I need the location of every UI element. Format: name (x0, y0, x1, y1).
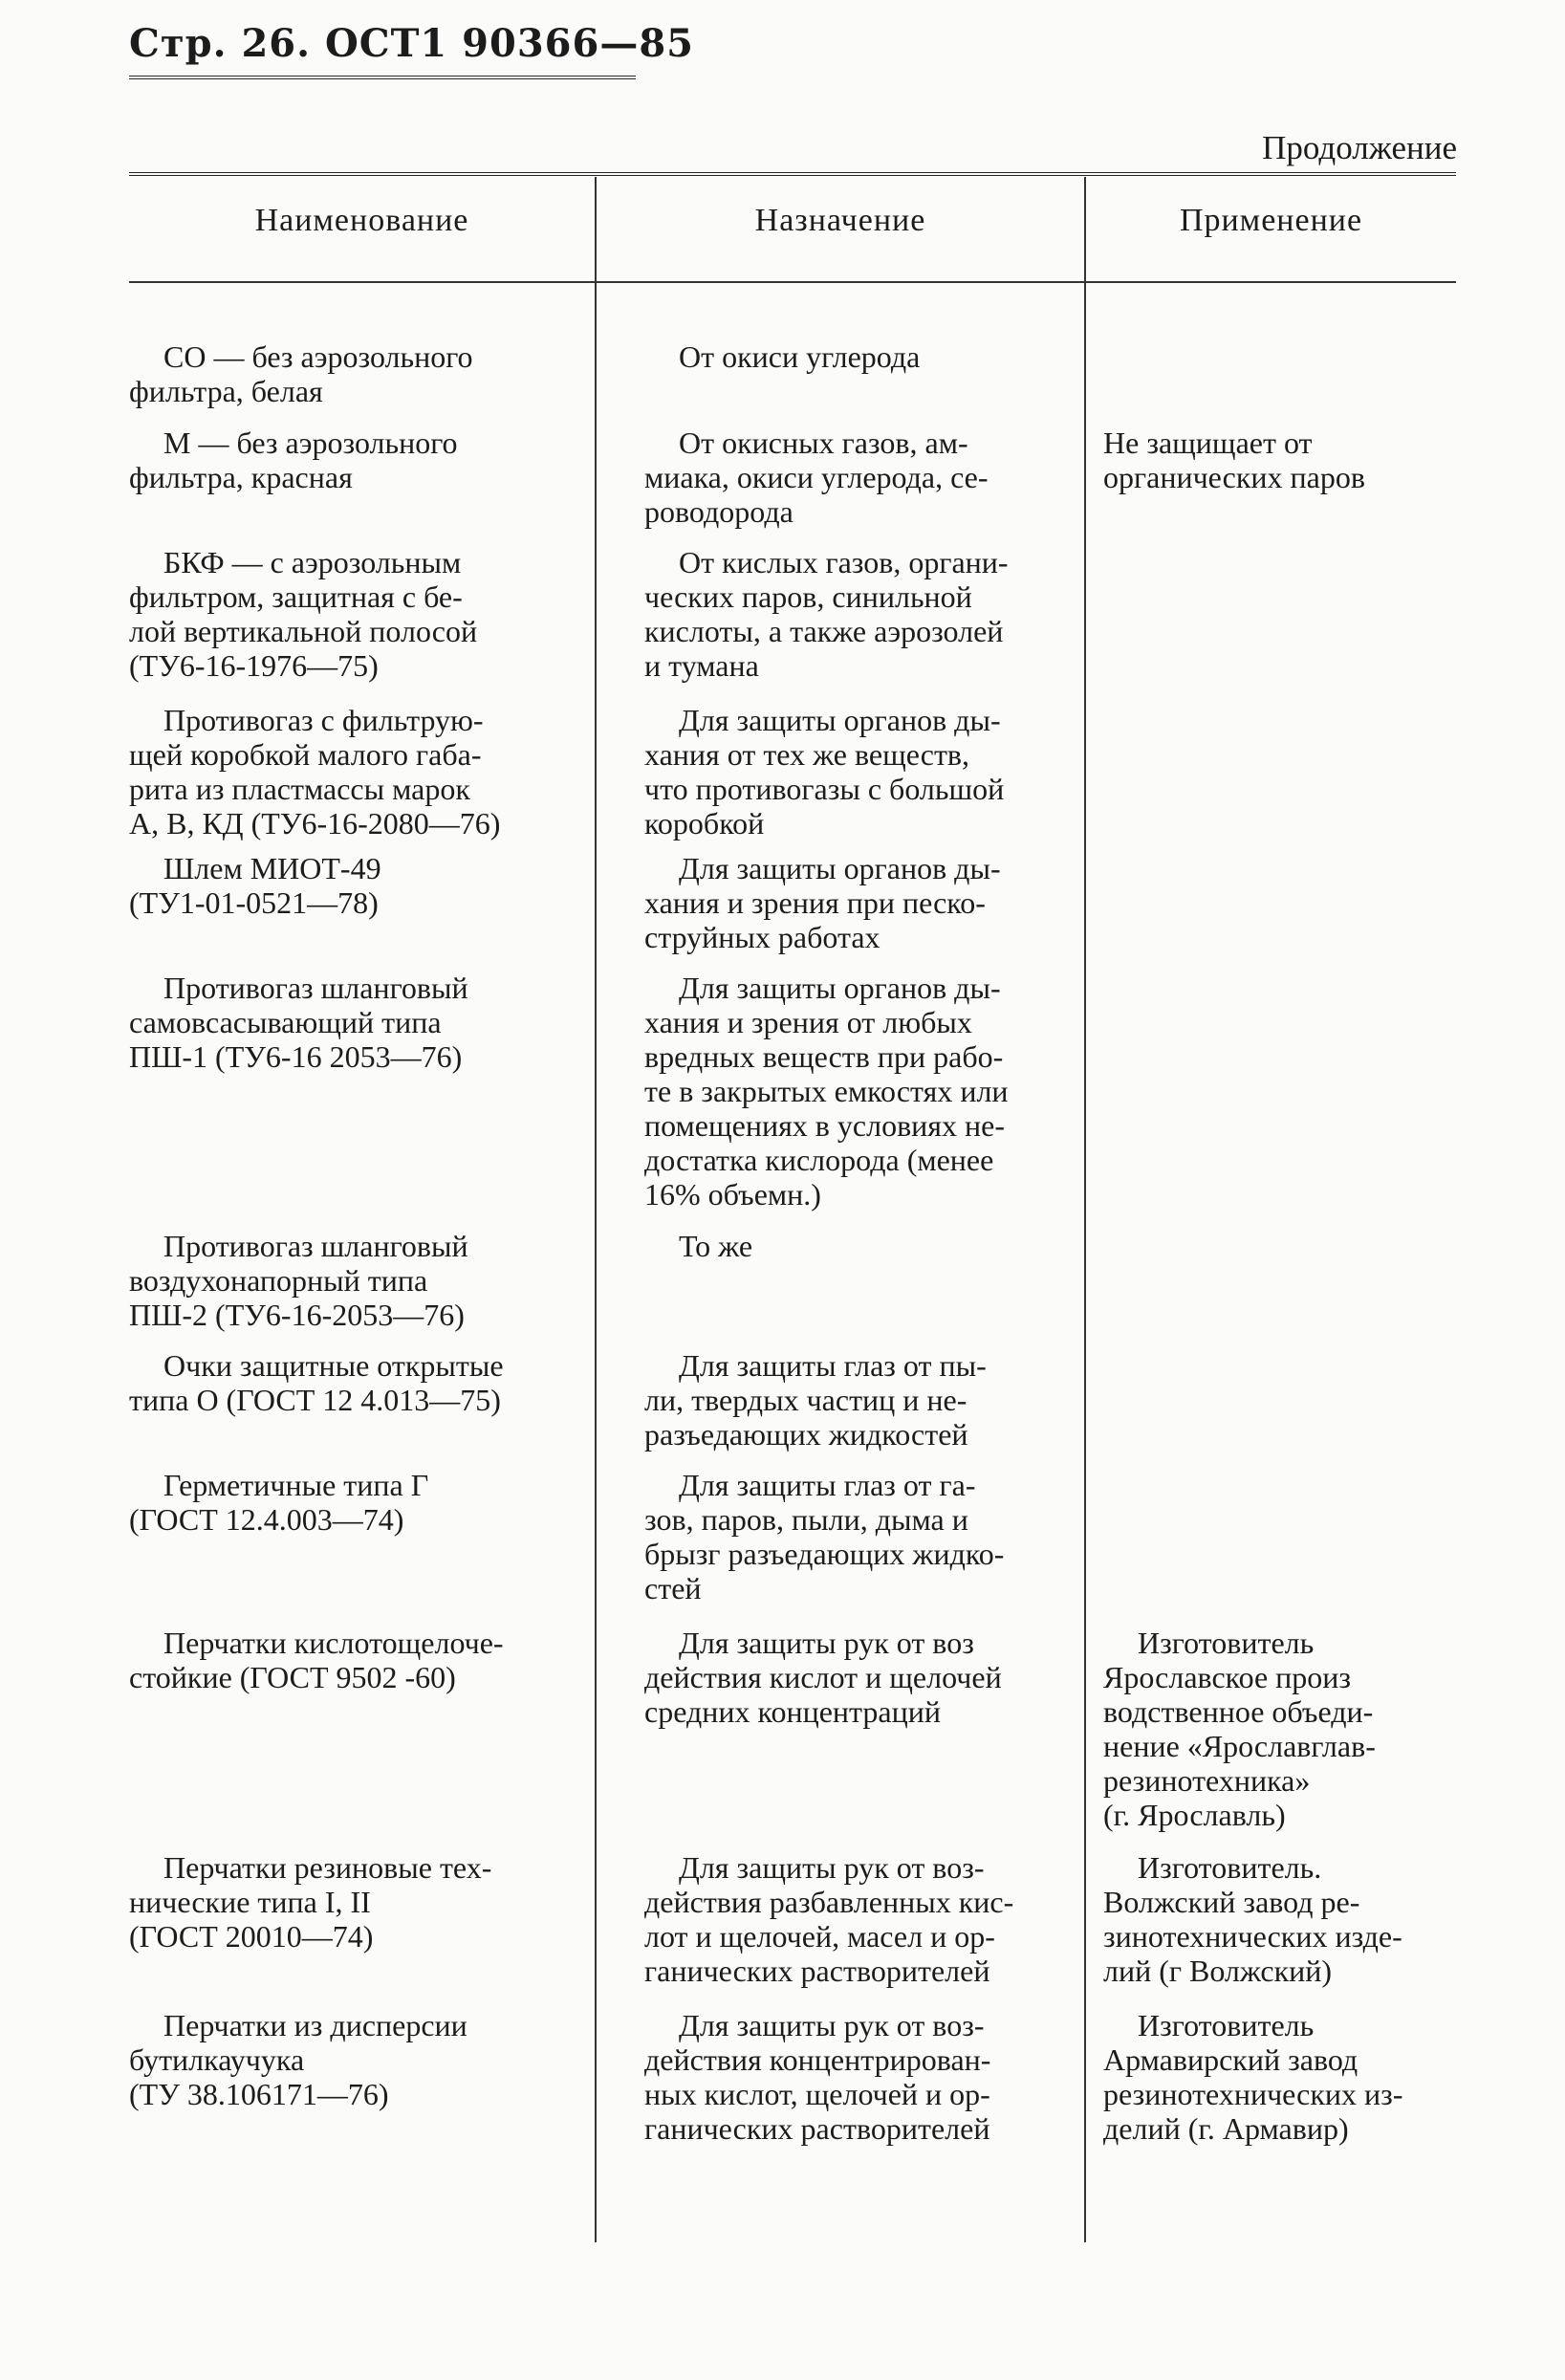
cell-name (129, 426, 586, 494)
use-line: Изготовитель (1138, 2008, 1315, 2042)
purpose-line: Для защиты глаз от га- (679, 1468, 976, 1502)
name-line: Противогаз шланговый (163, 971, 468, 1005)
purpose-line: вредных веществ при рабо- (644, 1039, 1004, 1074)
purpose-line: достатка кислорода (менее (644, 1143, 994, 1177)
cell-purpose (644, 851, 1073, 954)
name-line: типа О (ГОСТ 12 4.013—75) (129, 1383, 501, 1417)
name-line: ПШ-2 (ТУ6-16-2053—76) (129, 1298, 465, 1332)
name-line: (ГОСТ 20010—74) (129, 1919, 374, 1954)
purpose-line: миака, окиси углерода, се- (644, 460, 989, 494)
purpose-line: роводорода (644, 494, 793, 529)
use-line: (г. Ярославль) (1103, 1798, 1286, 1832)
name-line: Перчатки кислотощелоче- (163, 1626, 504, 1660)
column-header-purpose: Назначение (754, 203, 926, 238)
purpose-line: То же (679, 1229, 753, 1263)
name-line: БКФ — с аэрозольным (163, 545, 462, 579)
purpose-line: кислоты, а также аэрозолей (644, 614, 1004, 648)
purpose-line: ганических растворителей (644, 1954, 990, 1988)
cell-name (129, 545, 586, 683)
cell-purpose (644, 703, 1073, 841)
cell-name (129, 851, 586, 920)
purpose-line: коробкой (644, 806, 765, 841)
purpose-line: От кислых газов, органи- (679, 545, 1009, 579)
purpose-line: и тумана (644, 648, 759, 683)
cell-purpose (644, 971, 1073, 1212)
cell-name (129, 1626, 586, 1694)
name-line: (ТУ6-16-1976—75) (129, 648, 379, 683)
purpose-line: лот и щелочей, масел и ор- (644, 1919, 995, 1954)
purpose-line: Для защиты органов ды- (679, 851, 1001, 885)
purpose-line: ли, твердых частиц и не- (644, 1383, 967, 1417)
name-line: СО — без аэрозольного (163, 339, 473, 374)
cell-purpose (644, 1468, 1073, 1605)
purpose-line: Для защиты рук от воз- (679, 2008, 985, 2042)
purpose-line: 16% объемн.) (644, 1177, 821, 1212)
name-line: Перчатки резиновые тех- (163, 1850, 492, 1885)
name-line: Противогаз с фильтрую- (163, 703, 484, 737)
cell-name (129, 1850, 586, 1954)
cell-purpose (644, 545, 1073, 683)
purpose-line: хания от тех же веществ, (644, 737, 970, 772)
name-line: щей коробкой малого габа- (129, 737, 482, 772)
cell-purpose (644, 1850, 1073, 1988)
purpose-line: Для защиты органов ды- (679, 703, 1001, 737)
name-line: Противогаз шланговый (163, 1229, 468, 1263)
purpose-line: Для защиты органов ды- (679, 971, 1001, 1005)
use-line: Волжский завод ре- (1103, 1885, 1360, 1919)
column-header-name: Наименование (254, 203, 469, 238)
cell-name (129, 971, 586, 1074)
cell-use (1103, 1626, 1455, 1832)
name-line: лой вертикальной полосой (129, 614, 478, 648)
purpose-line: те в закрытых емкостях или (644, 1074, 1009, 1108)
purpose-line: действия разбавленных кис- (644, 1885, 1014, 1919)
name-line: Перчатки из дисперсии (163, 2008, 467, 2042)
purpose-line: От окиси углерода (679, 339, 921, 374)
name-line: нические типа I, II (129, 1885, 371, 1919)
use-line: Изготовитель. (1138, 1850, 1322, 1885)
name-line: фильтра, белая (129, 374, 323, 408)
purpose-line: действия кислот и щелочей (644, 1660, 1002, 1694)
use-line: водственное объеди- (1103, 1694, 1374, 1729)
cell-use (1103, 2008, 1455, 2146)
use-line: делий (г. Армавир) (1103, 2111, 1349, 2146)
name-line: (ГОСТ 12.4.003—74) (129, 1502, 404, 1537)
use-line: Ярославское произ (1103, 1660, 1352, 1694)
name-line: фильтра, красная (129, 460, 353, 494)
purpose-line: ных кислот, щелочей и ор- (644, 2077, 990, 2111)
name-line: М — без аэрозольного (163, 426, 458, 460)
name-line: (ТУ1-01-0521—78) (129, 885, 379, 920)
column-divider-1 (595, 177, 597, 2242)
cell-name (129, 1468, 586, 1537)
cell-purpose (644, 2008, 1073, 2146)
use-line: зинотехнических изде- (1103, 1919, 1402, 1954)
name-line: рита из пластмассы марок (129, 772, 470, 806)
name-line: бутилкаучука (129, 2042, 305, 2077)
use-line: Изготовитель (1138, 1626, 1315, 1660)
name-line: фильтром, защитная с бе- (129, 579, 463, 614)
continuation-label: Продолжение (1262, 129, 1457, 166)
page-header: Стр. 26. ОСТ1 90366—85 (129, 21, 636, 79)
name-line: А, В, КД (ТУ6-16-2080—76) (129, 806, 501, 841)
cell-name (129, 1229, 586, 1332)
use-line: Не защищает от (1103, 426, 1313, 460)
table-top-rule (129, 172, 1456, 176)
cell-name (129, 1348, 586, 1417)
use-line: лий (г Волжский) (1103, 1954, 1333, 1988)
purpose-line: разъедающих жидкостей (644, 1417, 968, 1452)
cell-purpose (644, 1626, 1073, 1729)
name-line: стойкие (ГОСТ 9502 -60) (129, 1660, 456, 1694)
purpose-line: Для защиты рук от воз- (679, 1850, 985, 1885)
table-header-rule (129, 281, 1456, 283)
column-header-use: Применение (1179, 203, 1363, 238)
purpose-line: зов, паров, пыли, дыма и (644, 1502, 968, 1537)
name-line: Шлем МИОТ-49 (163, 851, 381, 885)
name-line: самовсасывающий типа (129, 1005, 442, 1039)
purpose-line: действия концентрирован- (644, 2042, 991, 2077)
cell-use (1103, 426, 1455, 494)
purpose-line: Для защиты глаз от пы- (679, 1348, 987, 1383)
name-line: (ТУ 38.106171—76) (129, 2077, 389, 2111)
purpose-line: ганических растворителей (644, 2111, 990, 2146)
use-line: резинотехника» (1103, 1763, 1311, 1798)
purpose-line: хания и зрения от любых (644, 1005, 972, 1039)
name-line: ПШ-1 (ТУ6-16 2053—76) (129, 1039, 463, 1074)
purpose-line: От окисных газов, ам- (679, 426, 968, 460)
purpose-line: Для защиты рук от воз (679, 1626, 974, 1660)
purpose-line: брызг разъедающих жидко- (644, 1537, 1005, 1571)
purpose-line: помещениях в условиях не- (644, 1108, 1005, 1143)
use-line: резинотехнических из- (1103, 2077, 1403, 2111)
cell-purpose (644, 1229, 1073, 1263)
use-line: Армавирский завод (1103, 2042, 1359, 2077)
cell-name (129, 2008, 586, 2111)
name-line: воздухонапорный типа (129, 1263, 428, 1298)
name-line: Герметичные типа Г (163, 1468, 429, 1502)
cell-name (129, 703, 586, 841)
cell-purpose (644, 339, 1073, 374)
cell-name (129, 339, 586, 408)
purpose-line: что противогазы с большой (644, 772, 1005, 806)
use-line: нение «Ярославглав- (1103, 1729, 1376, 1763)
cell-purpose (644, 1348, 1073, 1452)
purpose-line: хания и зрения при песко- (644, 885, 986, 920)
purpose-line: средних концентраций (644, 1694, 941, 1729)
name-line: Очки защитные открытые (163, 1348, 504, 1383)
use-line: органических паров (1103, 460, 1365, 494)
purpose-line: струйных работах (644, 920, 880, 954)
column-divider-2 (1084, 177, 1086, 2242)
purpose-line: ческих паров, синильной (644, 579, 972, 614)
purpose-line: стей (644, 1571, 702, 1605)
cell-use (1103, 1850, 1455, 1988)
cell-purpose (644, 426, 1073, 529)
